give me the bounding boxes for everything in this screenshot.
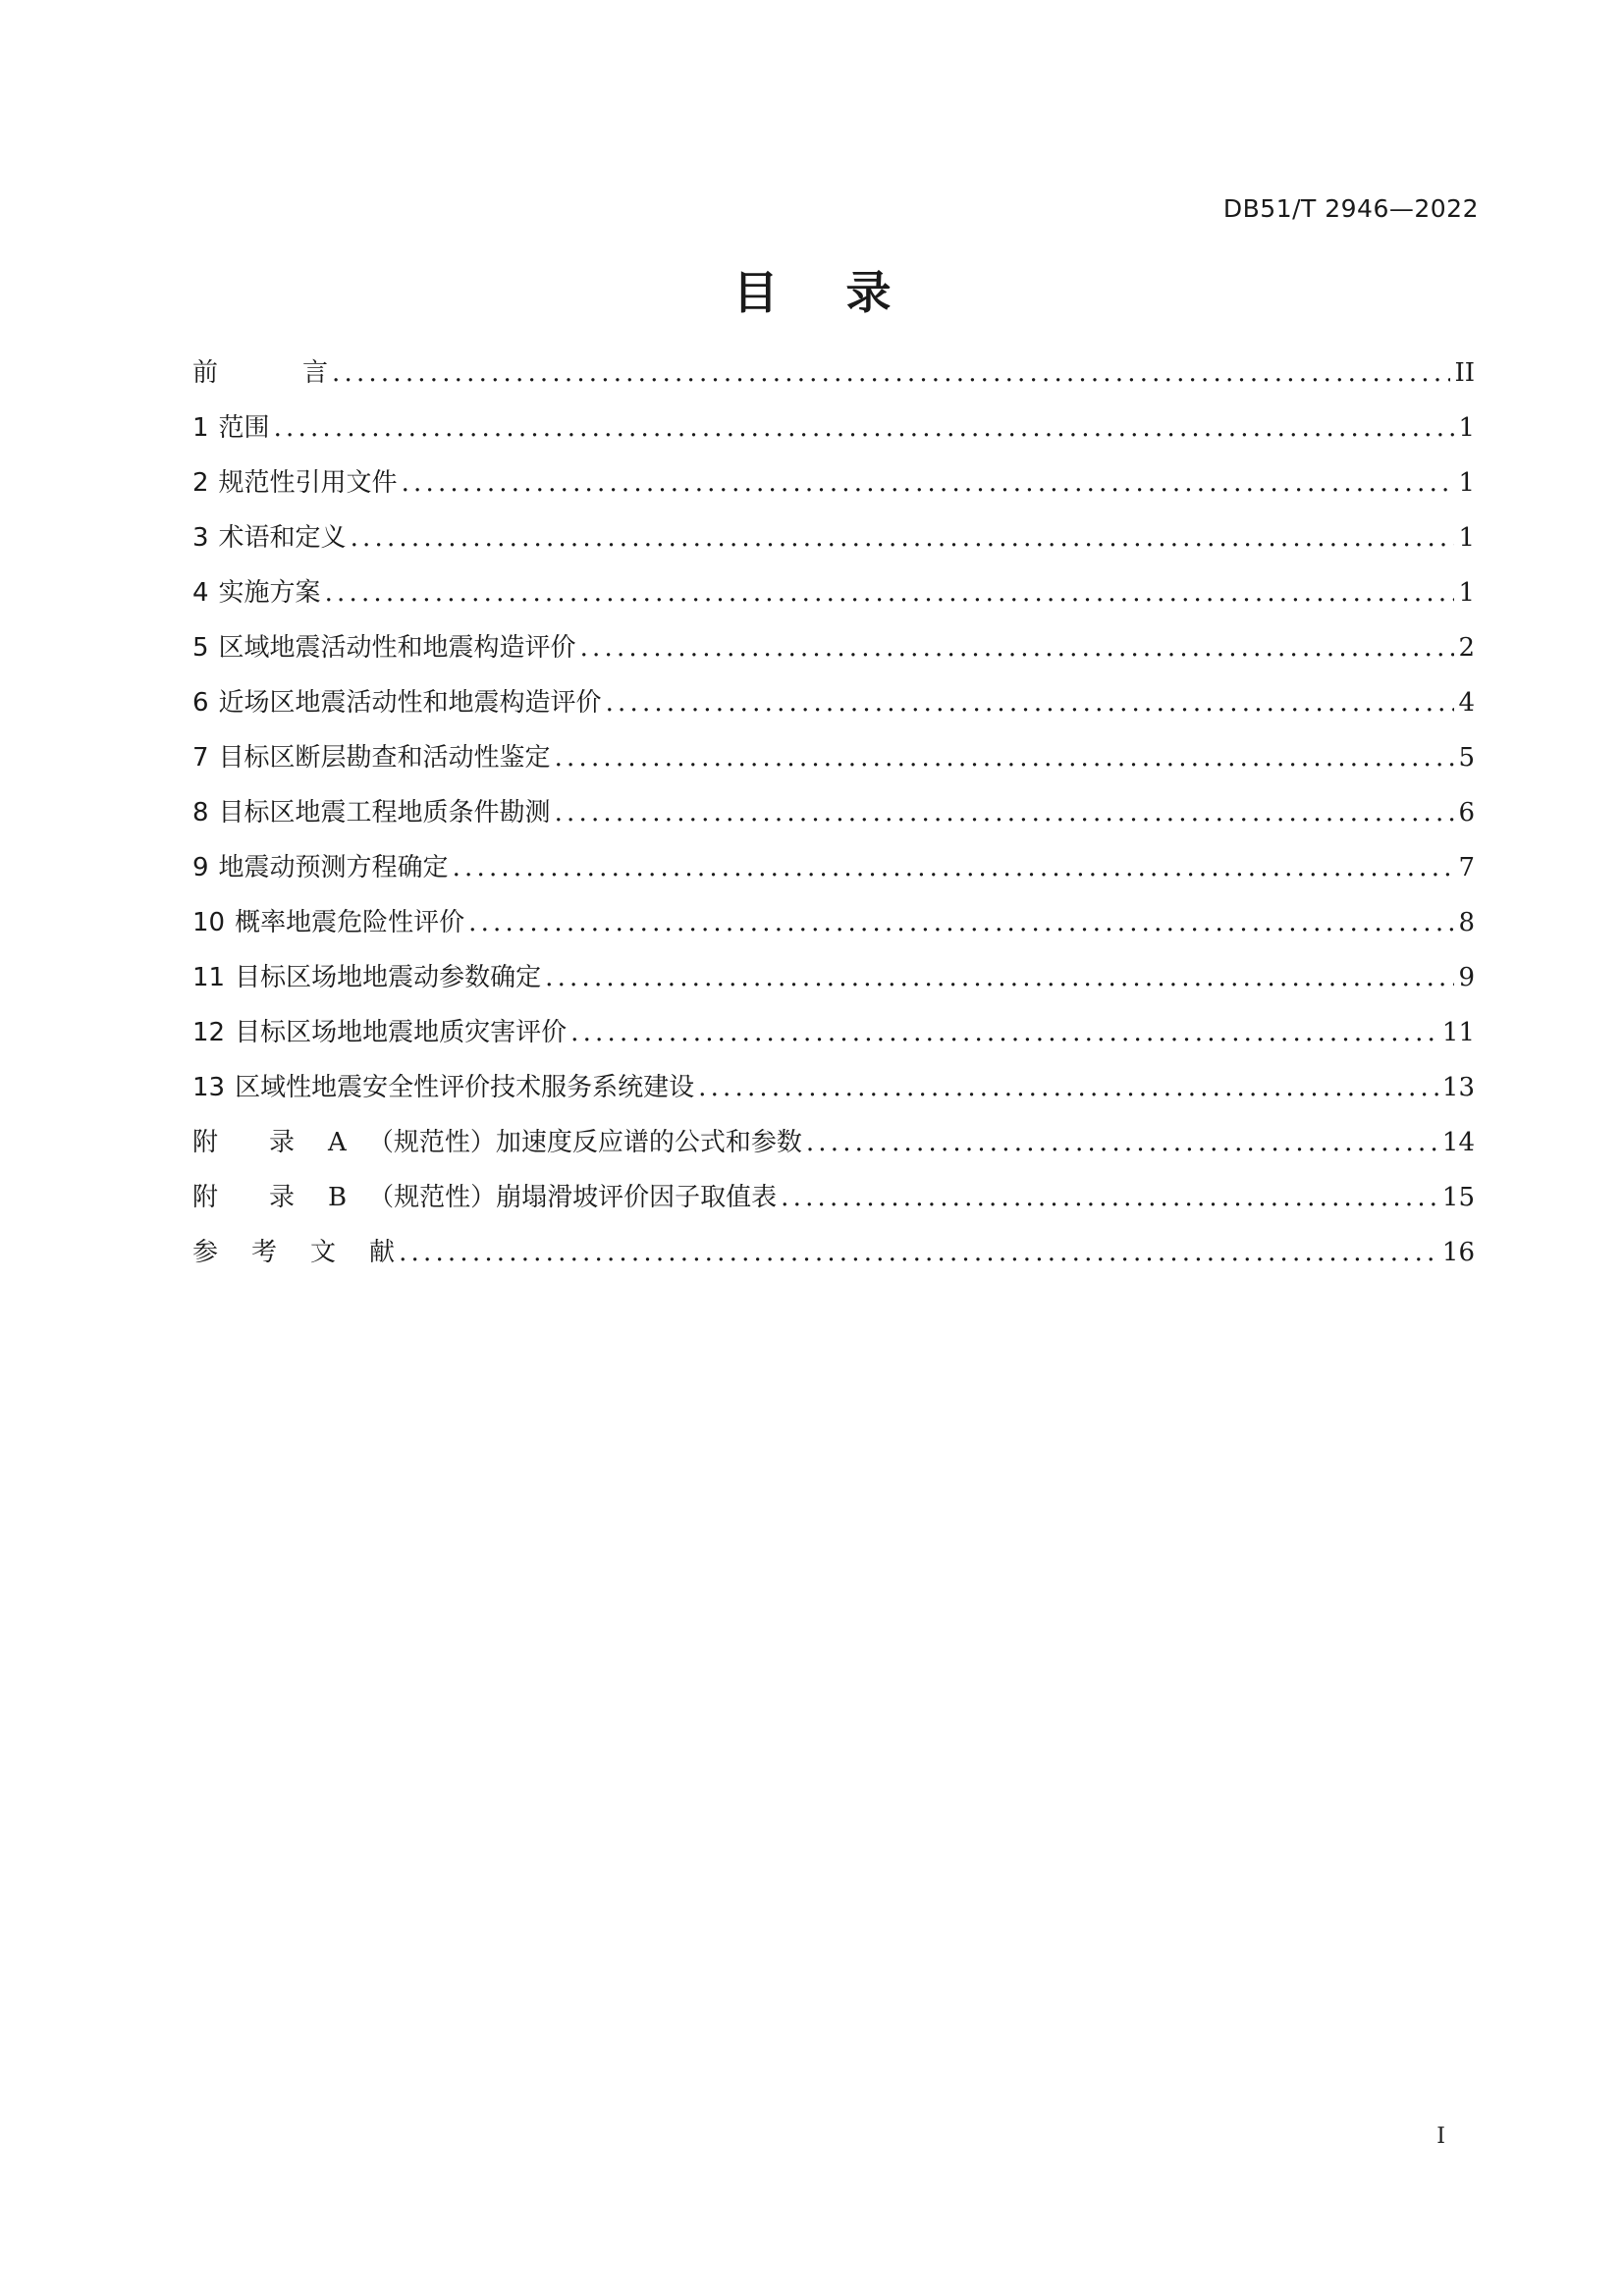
toc-entry[interactable] bbox=[192, 565, 1475, 620]
toc-entry-appendix-b[interactable] bbox=[192, 1170, 1475, 1225]
toc-page-number: II bbox=[1454, 358, 1475, 388]
toc-entry-text: 近场区地震活动性和地震构造评价 bbox=[218, 688, 602, 718]
leader-dots bbox=[555, 785, 1455, 840]
toc-entry-number: 3 bbox=[192, 523, 209, 553]
leader-dots bbox=[274, 400, 1455, 455]
toc-page-number: 11 bbox=[1441, 1018, 1475, 1047]
toc-entry-number: 8 bbox=[192, 798, 209, 828]
toc-entry[interactable] bbox=[192, 455, 1475, 510]
toc-entry[interactable] bbox=[192, 1005, 1475, 1060]
toc-entry[interactable] bbox=[192, 730, 1475, 785]
toc-page-number: 1 bbox=[1458, 578, 1475, 608]
leader-dots bbox=[555, 730, 1455, 785]
toc-entry-text: 区域性地震安全性评价技术服务系统建设 bbox=[235, 1073, 695, 1102]
toc-entry-number: 2 bbox=[192, 468, 209, 498]
toc-entry-text: 前 言 bbox=[192, 358, 329, 388]
toc-entry-text: 目标区场地地震动参数确定 bbox=[235, 963, 542, 992]
toc-entry-number: 10 bbox=[192, 908, 226, 937]
toc-page-number: 6 bbox=[1458, 798, 1475, 828]
toc-entry-text: 术语和定义 bbox=[218, 523, 347, 553]
page-number: I bbox=[1436, 2124, 1445, 2149]
toc-page-number: 2 bbox=[1458, 633, 1475, 663]
leader-dots bbox=[580, 620, 1455, 675]
title-char-2: 录 bbox=[845, 266, 959, 319]
toc-page-number: 1 bbox=[1458, 468, 1475, 498]
toc-entry[interactable] bbox=[192, 675, 1475, 730]
toc-entry-text: 地震动预测方程确定 bbox=[218, 853, 449, 882]
toc-entry-text: 概率地震危险性评价 bbox=[235, 908, 465, 937]
toc-entry-number: 7 bbox=[192, 743, 209, 773]
toc-entry-text: 规范性引用文件 bbox=[218, 468, 398, 498]
leader-dots bbox=[570, 1005, 1438, 1060]
leader-dots bbox=[351, 510, 1455, 565]
toc-entry-number: 12 bbox=[192, 1018, 226, 1047]
toc-entry-number: 9 bbox=[192, 853, 209, 882]
toc-entry-text: 附 录 B （规范性）崩塌滑坡评价因子取值表 bbox=[192, 1183, 778, 1212]
toc-entry[interactable] bbox=[192, 620, 1475, 675]
toc-entry-number: 11 bbox=[192, 963, 226, 992]
toc-entry-text: 范围 bbox=[218, 413, 270, 443]
toc-entry-text: 参 考 文 献 bbox=[192, 1238, 396, 1267]
leader-dots bbox=[402, 455, 1455, 510]
toc-entry[interactable] bbox=[192, 400, 1475, 455]
toc-page-number: 7 bbox=[1458, 853, 1475, 882]
toc-entry[interactable] bbox=[192, 950, 1475, 1005]
toc-entry-text: 目标区断层勘查和活动性鉴定 bbox=[218, 743, 551, 773]
leader-dots bbox=[325, 565, 1455, 620]
leader-dots bbox=[781, 1170, 1438, 1225]
toc-entry[interactable] bbox=[192, 895, 1475, 950]
toc-page-number: 9 bbox=[1458, 963, 1475, 992]
toc-entry[interactable] bbox=[192, 785, 1475, 840]
toc-entry[interactable] bbox=[192, 1060, 1475, 1115]
toc-page-number: 4 bbox=[1458, 688, 1475, 718]
toc-page-number: 13 bbox=[1441, 1073, 1475, 1102]
toc-entry-references[interactable] bbox=[192, 1225, 1475, 1280]
leader-dots bbox=[545, 950, 1454, 1005]
toc-entry[interactable] bbox=[192, 840, 1475, 895]
toc-page-number: 16 bbox=[1441, 1238, 1475, 1267]
leader-dots bbox=[606, 675, 1455, 730]
leader-dots bbox=[399, 1225, 1438, 1280]
toc-entry-text: 目标区场地地震地质灾害评价 bbox=[235, 1018, 568, 1047]
toc-page-number: 8 bbox=[1458, 908, 1475, 937]
toc-entry-number: 13 bbox=[192, 1073, 226, 1102]
document-code: DB51/T 2946—2022 bbox=[1222, 194, 1479, 223]
leader-dots bbox=[468, 895, 1454, 950]
toc-page-number: 14 bbox=[1441, 1128, 1475, 1157]
toc-entry-number: 5 bbox=[192, 633, 209, 663]
toc-page-number: 1 bbox=[1458, 413, 1475, 443]
toc-entry-number: 6 bbox=[192, 688, 209, 718]
toc-entry-text: 附 录 A （规范性）加速度反应谱的公式和参数 bbox=[192, 1128, 802, 1157]
title-char-1: 目 bbox=[732, 266, 846, 319]
toc-page-number: 5 bbox=[1458, 743, 1475, 773]
toc-entry-text: 区域地震活动性和地震构造评价 bbox=[218, 633, 576, 663]
toc-entry-foreword[interactable] bbox=[192, 346, 1475, 400]
leader-dots bbox=[806, 1115, 1438, 1170]
leader-dots bbox=[453, 840, 1455, 895]
leader-dots bbox=[332, 346, 1450, 400]
page-title bbox=[0, 257, 1624, 322]
toc-page-number: 1 bbox=[1458, 523, 1475, 553]
toc-entry-text: 实施方案 bbox=[218, 578, 321, 608]
toc-page-number: 15 bbox=[1441, 1183, 1475, 1212]
toc-entry-number: 1 bbox=[192, 413, 209, 443]
table-of-contents bbox=[192, 346, 1475, 1280]
toc-entry-number: 4 bbox=[192, 578, 209, 608]
toc-entry-text: 目标区地震工程地质条件勘测 bbox=[218, 798, 551, 828]
toc-entry[interactable] bbox=[192, 510, 1475, 565]
toc-entry-appendix-a[interactable] bbox=[192, 1115, 1475, 1170]
leader-dots bbox=[698, 1060, 1438, 1115]
